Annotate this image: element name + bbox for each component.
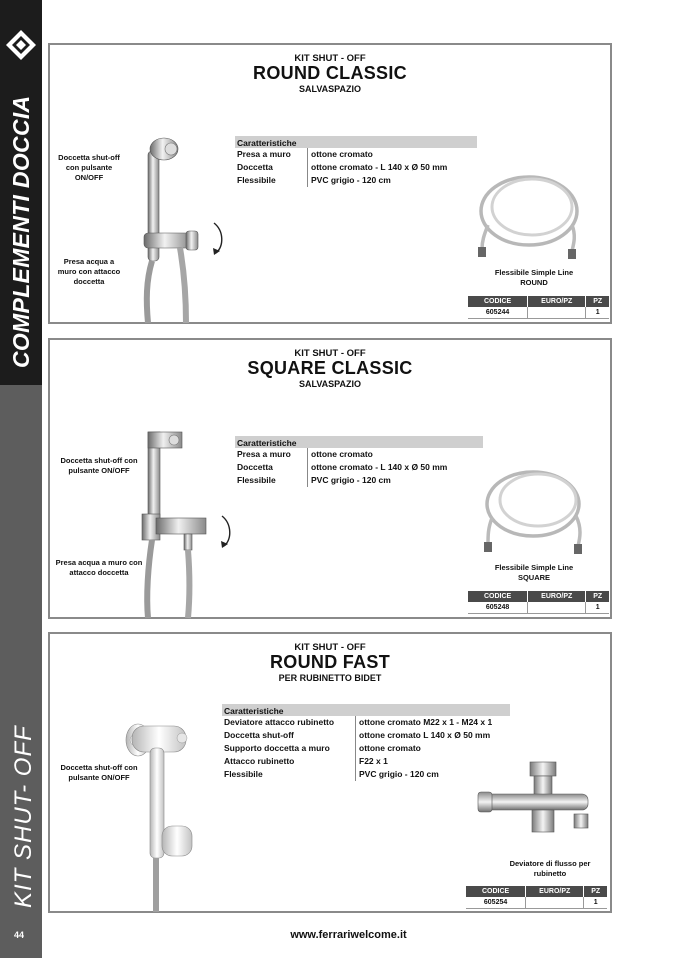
flow-diverter-illustration: [476, 760, 596, 844]
spec-row: Doccetta shut-off ottone cromato L 140 x Ø 50 mm: [224, 730, 491, 740]
spec-row: Supporto doccetta a muro ottone cromato: [224, 743, 421, 753]
kit-label: KIT SHUT - OFF: [294, 53, 366, 64]
brand-logo-icon: [4, 28, 38, 62]
flexible-hose-illustration: [474, 163, 584, 263]
spec-row: Doccetta ottone cromato - L 140 x Ø 50 mm: [237, 462, 448, 472]
product-qty: 1: [585, 602, 609, 613]
kit-label: KIT SHUT - OFF: [294, 348, 366, 359]
product-price: [525, 897, 583, 908]
spec-row: Flessibile PVC grigio - 120 cm: [237, 475, 391, 485]
product-code: 605248: [485, 604, 510, 611]
product-subtitle: SALVASPAZIO: [298, 379, 361, 389]
product-subtitle: SALVASPAZIO: [298, 84, 361, 94]
product-code: 605244: [485, 309, 510, 316]
spec-row: Flessibile PVC grigio - 120 cm: [237, 175, 391, 185]
kit-label: KIT SHUT - OFF: [294, 642, 366, 653]
accessory-caption: Flessibile Simple Line SQUARE: [494, 563, 574, 582]
spec-table: [235, 436, 483, 487]
price-table: [468, 296, 609, 319]
product-name: SQUARE CLASSIC: [247, 358, 413, 378]
flexible-hose-illustration: [478, 458, 588, 558]
col-price: EURO/PZ: [527, 591, 585, 602]
category-title: KIT SHUT- OFF: [10, 725, 37, 908]
label-wall-outlet: Presa acqua a muro con attacco doccetta: [55, 558, 143, 577]
label-wall-outlet: Presa acqua a muro con attacco doccetta: [57, 257, 121, 286]
spec-table: [222, 704, 510, 781]
label-shower-head: Doccetta shut-off con pulsante ON/OFF: [60, 763, 138, 782]
footer-url[interactable]: www.ferrariwelcome.it: [290, 929, 407, 941]
product-name: ROUND CLASSIC: [253, 63, 407, 83]
col-price: EURO/PZ: [527, 296, 585, 307]
spec-row: Flessibile PVC grigio - 120 cm: [224, 769, 439, 779]
label-shower-head: Doccetta shut-off con pulsante ON/OFF: [58, 153, 120, 182]
spec-row: Doccetta ottone cromato - L 140 x Ø 50 mm: [237, 162, 448, 172]
col-qty: PZ: [585, 296, 609, 307]
col-qty: PZ: [583, 886, 607, 897]
col-qty: PZ: [585, 591, 609, 602]
label-shower-head: Doccetta shut-off con pulsante ON/OFF: [60, 456, 138, 475]
col-code: CODICE: [481, 888, 510, 895]
spec-row: Deviatore attacco rubinetto ottone cromato M22 x 1 - M24 x 1: [224, 717, 493, 727]
page-number: 44: [14, 930, 25, 940]
product-card-round-fast: [48, 632, 612, 913]
section-title: COMPLEMENTI DOCCIA: [8, 95, 34, 368]
shut-off-shower-illustration: [138, 426, 238, 618]
spec-row: Presa a muro ottone cromato: [237, 149, 373, 159]
shut-off-shower-illustration: [122, 718, 212, 912]
product-qty: 1: [585, 307, 609, 318]
col-code: CODICE: [483, 298, 512, 305]
spec-heading: Caratteristiche: [222, 704, 510, 716]
spec-row: Presa a muro ottone cromato: [237, 449, 373, 459]
product-code: 605254: [483, 899, 508, 906]
shut-off-shower-illustration: [134, 131, 234, 323]
accessory-caption: Flessibile Simple Line ROUND: [494, 268, 574, 287]
product-subtitle: PER RUBINETTO BIDET: [278, 673, 382, 683]
product-card-square-classic: [48, 338, 612, 619]
product-name: ROUND FAST: [270, 652, 390, 672]
price-table: [466, 886, 607, 909]
product-price: [527, 602, 585, 613]
product-qty: 1: [583, 897, 607, 908]
spec-heading: Caratteristiche: [235, 136, 477, 148]
spec-table: [235, 136, 477, 187]
spec-heading: Caratteristiche: [235, 436, 483, 448]
col-code: CODICE: [483, 593, 512, 600]
price-table: [468, 591, 609, 614]
col-price: EURO/PZ: [525, 886, 583, 897]
product-card-round-classic: [48, 43, 612, 324]
spec-row: Attacco rubinetto F22 x 1: [224, 756, 388, 766]
accessory-caption: Deviatore di flusso per rubinetto: [509, 859, 591, 878]
product-price: [527, 307, 585, 318]
